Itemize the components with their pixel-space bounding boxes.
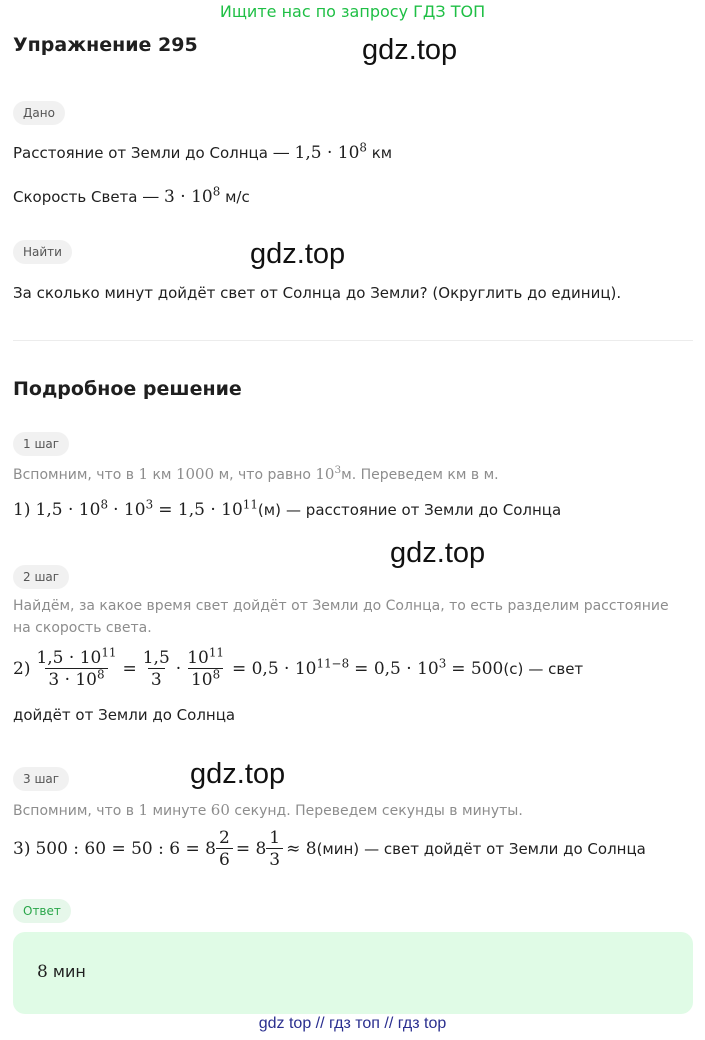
step-1-equation — [13, 497, 562, 520]
step-3-equation — [13, 828, 646, 870]
step-2-equation: 2) $\frac{1,5 \cdot 10^{11}}{3 \cdot 10^8}$ = $\frac{1,5}{3}$ · $\frac{10^{11}}{10^8}$ = $0,5 \cdot 10^{11-8}$ = $0,5 \cdot 10^3$ = 500 (с) — свет — [13, 645, 584, 690]
exponent: 3 — [145, 497, 154, 512]
unit: м/с — [225, 188, 250, 206]
equation-number: 3) — [13, 839, 31, 859]
distance-value: 1,5 · 10 — [294, 143, 360, 163]
math: = 500 — [451, 659, 504, 679]
denominator: 3 · 10 — [48, 670, 98, 690]
step-1-label: 1 шаг — [13, 432, 69, 456]
numerator: 1 — [269, 828, 281, 848]
exponent: 3 — [438, 656, 447, 671]
hint-text: секунд. Переведем секунды в минуты. — [234, 803, 523, 819]
hint-number: 1000 — [175, 465, 215, 483]
numerator: 1,5 — [142, 648, 170, 668]
given-label: Дано — [13, 101, 65, 125]
math: = 1,5 · 10 — [158, 500, 243, 520]
mixed-fraction — [216, 828, 233, 870]
given-distance — [13, 140, 393, 163]
exponent: 11 — [242, 497, 258, 512]
hint-number: 60 — [210, 801, 230, 819]
given-speed-text: Скорость Света — [13, 188, 138, 206]
operator: · — [175, 659, 182, 679]
answer-value — [37, 962, 86, 982]
math: = 0,5 · 10 — [354, 659, 439, 679]
hint-text: м. Переведем км в м. — [341, 467, 499, 483]
footer-link[interactable]: gdz top — [258, 1015, 312, 1032]
hint-number: 1 — [138, 801, 148, 819]
numerator: 1,5 · 10 — [36, 648, 102, 668]
equation-text: — расстояние от Земли до Солнца — [286, 501, 562, 519]
page-title: Упражнение 295 — [13, 34, 198, 56]
unit: (с) — [503, 660, 524, 678]
footer-separator: // — [315, 1015, 325, 1032]
given-distance-text: Расстояние от Земли до Солнца — [13, 144, 268, 162]
hint-text: м, что равно — [218, 467, 311, 483]
numerator: 2 — [218, 828, 230, 848]
math: · 10 — [113, 500, 146, 520]
watermark: gdz.top — [190, 758, 286, 790]
math: = 8 — [235, 839, 267, 859]
answer-box — [13, 932, 693, 1014]
divider — [13, 340, 693, 341]
exponent: 8 — [100, 497, 109, 512]
answer-number: 8 — [37, 962, 48, 982]
exponent: 11 — [101, 645, 117, 660]
answer-label: Ответ — [13, 899, 71, 923]
hint-number: 10 — [315, 465, 335, 483]
hint-number: 1 — [138, 465, 148, 483]
equation-number: 2) — [13, 659, 31, 679]
fraction — [140, 648, 173, 690]
hint-text: Вспомним, что в — [13, 803, 134, 819]
step-1-hint — [13, 465, 499, 483]
exponent: 11−8 — [316, 656, 350, 671]
math: ≈ 8 — [286, 839, 317, 859]
exponent: 8 — [359, 140, 367, 155]
math: 1,5 · 10 — [35, 500, 101, 520]
denominator: 6 — [216, 848, 233, 870]
step-2-label: 2 шаг — [13, 565, 69, 589]
hint-text: км — [152, 467, 172, 483]
search-banner[interactable]: Ищите нас по запросу ГДЗ ТОП — [219, 2, 486, 21]
fraction — [184, 645, 227, 690]
hint-text: Вспомним, что в — [13, 467, 134, 483]
hint-text: минуте — [152, 803, 207, 819]
equation-number: 1) — [13, 500, 31, 520]
exponent: 8 — [97, 667, 105, 682]
watermark: gdz.top — [362, 34, 458, 66]
exponent: 11 — [208, 645, 224, 660]
denominator: 3 — [266, 848, 283, 870]
find-label: Найти — [13, 240, 72, 264]
equation-text: — свет дойдёт от Земли до Солнца — [364, 840, 646, 858]
dash: — — [272, 143, 290, 163]
solution-title: Подробное решение — [13, 378, 242, 400]
step-3-label: 3 шаг — [13, 767, 69, 791]
exponent: 3 — [334, 464, 342, 477]
footer-link[interactable]: гдз топ — [329, 1015, 380, 1032]
step-2-hint-line-1: Найдём, за какое время свет дойдёт от Земли до Солнца, то есть разделим расстояние — [13, 598, 669, 614]
given-speed — [13, 184, 250, 207]
footer-links — [0, 1015, 705, 1033]
speed-value: 3 · 10 — [164, 187, 213, 207]
equation-text: — свет — [528, 660, 584, 678]
denominator: 3 — [148, 668, 165, 690]
mixed-fraction — [266, 828, 283, 870]
dash: — — [142, 187, 160, 207]
math: = 0,5 · 10 — [231, 659, 317, 679]
step-3-hint — [13, 801, 523, 819]
math: 500 : 60 = 50 : 6 = 8 — [35, 839, 216, 859]
watermark: gdz.top — [390, 537, 486, 569]
watermark: gdz.top — [250, 238, 346, 270]
unit: (м) — [257, 501, 281, 519]
exponent: 8 — [212, 184, 221, 199]
exponent: 8 — [212, 667, 221, 682]
denominator: 10 — [190, 670, 213, 690]
find-text: За сколько минут дойдёт свет от Солнца до Земли? (Округлить до единиц). — [13, 284, 622, 302]
step-2-equation-continuation: дойдёт от Земли до Солнца — [13, 706, 236, 724]
numerator: 10 — [187, 648, 209, 668]
step-2-hint-line-2: на скорость света. — [13, 620, 152, 636]
footer-link[interactable]: гдз top — [397, 1015, 447, 1032]
unit: км — [371, 144, 393, 162]
unit: (мин) — [316, 840, 360, 858]
answer-unit: мин — [52, 962, 86, 981]
fraction — [33, 645, 119, 690]
footer-separator: // — [384, 1015, 394, 1032]
